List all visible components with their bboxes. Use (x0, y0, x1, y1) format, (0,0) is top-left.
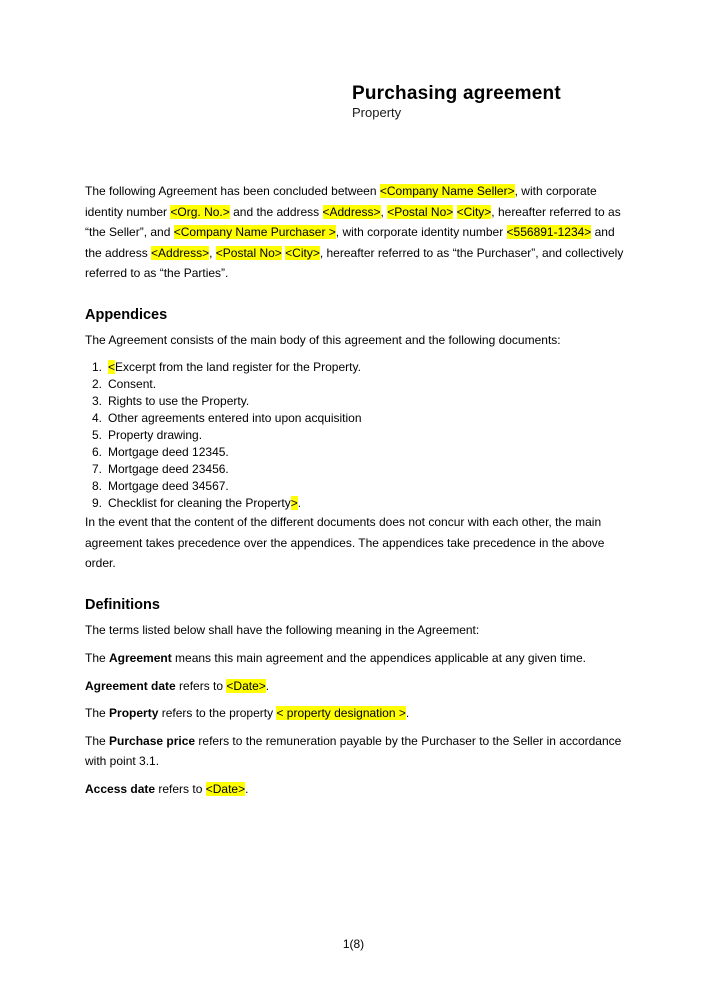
list-item-number: 7. (92, 462, 103, 476)
list-item-text: Rights to use the Property. (108, 394, 250, 408)
document-header (352, 83, 561, 121)
appendix-list (85, 359, 625, 512)
list-item-number: 4. (92, 411, 103, 425)
appendices-lead: The Agreement consists of the main body of this agreement and the following documents: (85, 332, 561, 347)
list-item-text: Mortgage deed 34567. (108, 479, 229, 493)
list-item-text: Mortgage deed 23456. (108, 462, 229, 476)
list-item (85, 393, 625, 410)
definition-purchase-price: The Purchase price refers to the remuneration payable by the Purchaser to the Seller in accordance with point 3.1. (85, 733, 622, 768)
document-title: Purchasing agreement (352, 83, 561, 104)
intro-paragraph: The following Agreement has been concluded between <Company Name Seller>, with corporate identity number <Org. No.> and the address <Address>, <Postal No> <City>, hereafter referred to as “the Seller”, and <Company Name Purchaser >, with corporate identity number <556891-1234> and the address <Address>, <Postal No> <City>, hereafter referred to as “the Purchaser”, and collectively referred to as “the Parties”. (85, 184, 624, 280)
list-item-text: Checklist for cleaning the Property>. (108, 496, 302, 510)
list-item-text: Mortgage deed 12345. (108, 445, 229, 459)
section-heading-definitions: Definitions (85, 596, 160, 613)
section-heading-appendices: Appendices (85, 306, 168, 323)
definitions-lead: The terms listed below shall have the following meaning in the Agreement: (85, 622, 480, 637)
definition-agreement: The Agreement means this main agreement and the appendices applicable at any given time. (85, 651, 586, 665)
list-item-number: 3. (92, 394, 103, 408)
list-item-text: <Excerpt from the land register for the Property. (108, 360, 361, 374)
list-item (85, 495, 625, 512)
list-item-text: Property drawing. (108, 428, 203, 442)
definition-access-date: Access date refers to <Date>. (85, 781, 249, 796)
definition-property: The Property refers to the property < property designation >. (85, 706, 410, 720)
list-item (85, 444, 625, 461)
list-item-number: 1. (92, 360, 103, 374)
list-item-number: 2. (92, 377, 103, 391)
list-item (85, 376, 625, 393)
list-item (85, 410, 625, 427)
list-item (85, 359, 625, 376)
document-subtitle: Property (352, 105, 402, 120)
list-item-text: Other agreements entered into upon acquisition (108, 411, 362, 425)
list-item-number: 9. (92, 496, 103, 510)
list-item-text: Consent. (108, 377, 157, 391)
appendices-note: In the event that the content of the different documents does not concur with each other, the main agreement takes precedence over the appendices. The appendices take precedence in the above order. (85, 515, 605, 570)
document-body (85, 181, 625, 799)
page-number: 1(8) (342, 937, 365, 951)
list-item (85, 427, 625, 444)
list-item-number: 8. (92, 479, 103, 493)
list-item (85, 461, 625, 478)
list-item-number: 5. (92, 428, 103, 442)
definition-agreement-date: Agreement date refers to <Date>. (85, 678, 270, 693)
list-item-number: 6. (92, 445, 103, 459)
list-item (85, 478, 625, 495)
